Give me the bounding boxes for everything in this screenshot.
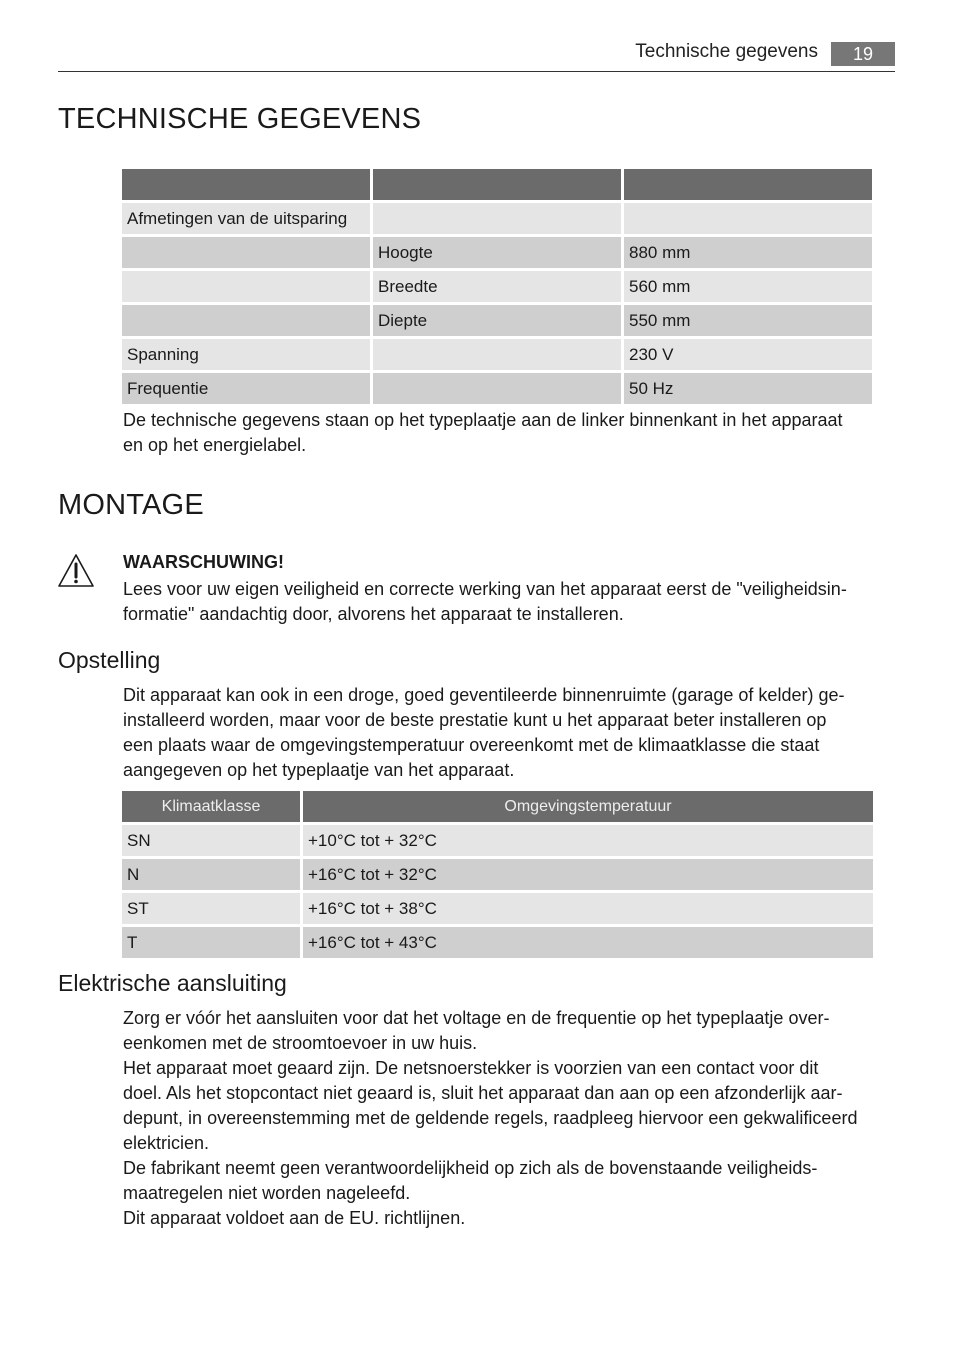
text-line: Zorg er vóór het aansluiten voor dat het voltage en de frequentie op het typeplaatje over- [123,1008,830,1028]
text-line: doel. Als het stopcontact niet geaard is, sluit het apparaat dan aan op een afzonderlijk aar- [123,1083,843,1103]
elektrisch-text [123,1006,895,1231]
table-cell: Spanning [122,339,370,370]
table-cell [373,203,621,234]
table-cell: Hoogte [373,237,621,268]
header-cell [122,169,370,200]
running-title: Technische gegevens [635,41,818,62]
table-cell [373,339,621,370]
table-cell: +16°C tot + 32°C [303,859,873,890]
table-cell: 550 mm [624,305,872,336]
text-line: elektricien. [123,1133,210,1153]
text-line: depunt, in overeenstemming met de geldende regels, raadpleeg hiervoor een gekwalificeerd [123,1108,858,1128]
subsection-title-opstelling: Opstelling [58,647,161,673]
subsection-title-elektrische-aansluiting: Elektrische aansluiting [58,970,287,996]
text-line: een plaats waar de omgevingstemperatuur overeenkomt met de klimaatklasse die staat [123,735,820,755]
table-cell: +16°C tot + 43°C [303,927,873,958]
table-cell: N [122,859,300,890]
text-line: Lees voor uw eigen veiligheid en correcte werking van het apparaat eerst de "veiligheidsin- [123,579,847,599]
table-row [122,825,873,856]
table-cell [373,373,621,404]
page-number: 19 [831,42,895,66]
warning-text [123,577,895,627]
text-line: aangegeven op het typeplaatje van het apparaat. [123,760,515,780]
table-cell: +16°C tot + 38°C [303,893,873,924]
text-line: Dit apparaat kan ook in een droge, goed geventileerde binnenruimte (garage of kelder) ge- [123,685,845,705]
header-cell [373,169,621,200]
table-cell: T [122,927,300,958]
table-cell: Afmetingen van de uitsparing [122,203,370,234]
table-cell: 560 mm [624,271,872,302]
table-cell: 880 mm [624,237,872,268]
table-cell: Breedte [373,271,621,302]
climate-table-header [122,791,873,822]
section-title-montage: MONTAGE [58,489,204,521]
table-cell [122,305,370,336]
text-line: Het apparaat moet geaard zijn. De netsnoerstekker is voorzien van een contact voor dit [123,1058,819,1078]
text-line: maatregelen niet worden nageleefd. [123,1183,411,1203]
table-cell: 230 V [624,339,872,370]
specs-note [123,408,895,458]
table-cell [122,237,370,268]
section-title-technische-gegevens: TECHNISCHE GEGEVENS [58,103,422,135]
header-cell: Klimaatklasse [122,791,300,822]
table-row [122,927,873,958]
text-line: Dit apparaat voldoet aan de EU. richtlijnen. [123,1208,466,1228]
header-cell [624,169,872,200]
text-line: installeerd worden, maar voor de beste prestatie kunt u het apparaat beter installeren op [123,710,827,730]
header-cell: Omgevingstemperatuur [303,791,873,822]
table-cell: Diepte [373,305,621,336]
table-row [122,373,872,404]
text-line: De technische gegevens staan op het typeplaatje aan de linker binnenkant in het apparaat [123,410,843,430]
text-line: en op het energielabel. [123,435,307,455]
text-line: De fabrikant neemt geen verantwoordelijkheid op zich als de bovenstaande veiligheids- [123,1158,818,1178]
text-line: formatie" aandachtig door, alvorens het apparaat te installeren. [123,604,624,624]
page-header [58,40,895,72]
text-line: eenkomen met de stroomtoevoer in uw huis. [123,1033,478,1053]
warning-triangle-icon [57,553,95,589]
table-cell [122,271,370,302]
table-row [122,859,873,890]
table-row [122,203,872,234]
warning-title: WAARSCHUWING! [123,552,284,572]
climate-class-table [119,788,876,961]
table-cell: ST [122,893,300,924]
table-row [122,893,873,924]
table-cell: 50 Hz [624,373,872,404]
table-cell: +10°C tot + 32°C [303,825,873,856]
table-row [122,339,872,370]
opstelling-text [123,683,895,783]
table-row [122,271,872,302]
table-cell [624,203,872,234]
specs-table [119,166,875,407]
table-cell: SN [122,825,300,856]
specs-table-header [122,169,872,200]
table-cell: Frequentie [122,373,370,404]
table-row [122,237,872,268]
table-row [122,305,872,336]
